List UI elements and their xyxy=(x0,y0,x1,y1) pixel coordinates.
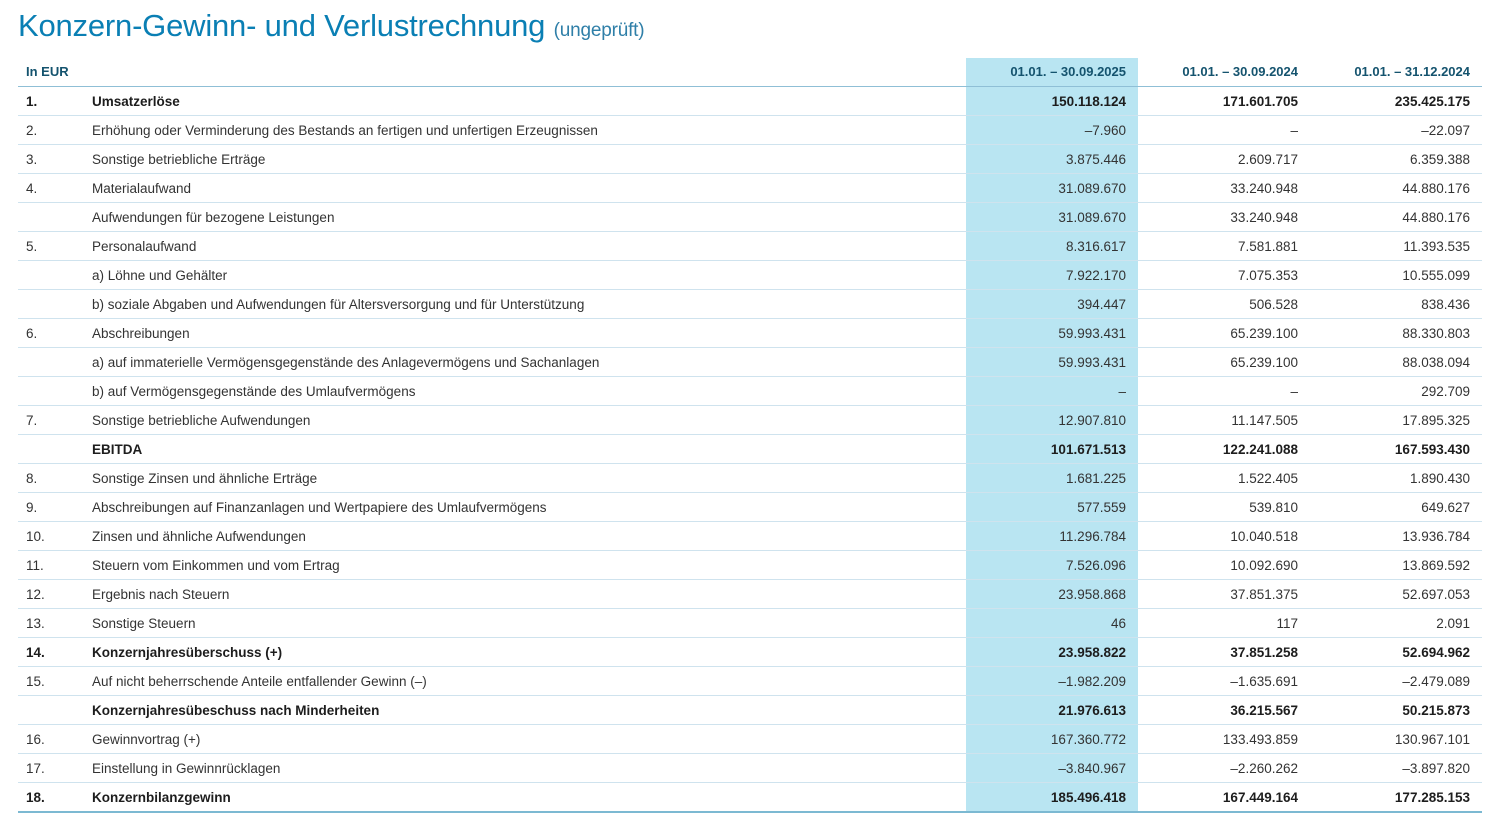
row-value-1: – xyxy=(966,377,1138,406)
table-row xyxy=(18,116,1482,145)
row-label: Sonstige betriebliche Aufwendungen xyxy=(66,406,966,435)
row-value-2: 122.241.088 xyxy=(1138,435,1310,464)
row-value-3: 44.880.176 xyxy=(1310,203,1482,232)
row-number xyxy=(18,261,66,290)
table-header-row xyxy=(18,58,1482,87)
row-label: Auf nicht beherrschende Anteile entfallender Gewinn (–) xyxy=(66,667,966,696)
row-value-2: 10.092.690 xyxy=(1138,551,1310,580)
row-value-2: 171.601.705 xyxy=(1138,87,1310,116)
row-value-1: 7.526.096 xyxy=(966,551,1138,580)
row-value-2: 37.851.258 xyxy=(1138,638,1310,667)
row-number: 18. xyxy=(18,783,66,813)
row-number: 2. xyxy=(18,116,66,145)
row-number: 5. xyxy=(18,232,66,261)
row-label: Einstellung in Gewinnrücklagen xyxy=(66,754,966,783)
row-value-2: 33.240.948 xyxy=(1138,203,1310,232)
row-value-1: 23.958.822 xyxy=(966,638,1138,667)
table-row xyxy=(18,580,1482,609)
row-value-1: 21.976.613 xyxy=(966,696,1138,725)
row-label: a) auf immaterielle Vermögensgegenstände des Anlagevermögens und Sachanlagen xyxy=(66,348,966,377)
row-value-3: 6.359.388 xyxy=(1310,145,1482,174)
row-value-2: –2.260.262 xyxy=(1138,754,1310,783)
row-value-3: 235.425.175 xyxy=(1310,87,1482,116)
table-row xyxy=(18,522,1482,551)
row-value-2: 1.522.405 xyxy=(1138,464,1310,493)
row-value-2: 65.239.100 xyxy=(1138,319,1310,348)
row-value-3: –3.897.820 xyxy=(1310,754,1482,783)
row-label: a) Löhne und Gehälter xyxy=(66,261,966,290)
table-row xyxy=(18,406,1482,435)
row-value-3: 177.285.153 xyxy=(1310,783,1482,813)
row-value-2: 65.239.100 xyxy=(1138,348,1310,377)
row-label: Ergebnis nach Steuern xyxy=(66,580,966,609)
table-row xyxy=(18,464,1482,493)
row-label: EBITDA xyxy=(66,435,966,464)
row-value-1: 59.993.431 xyxy=(966,319,1138,348)
row-value-1: 31.089.670 xyxy=(966,203,1138,232)
row-value-2: 33.240.948 xyxy=(1138,174,1310,203)
row-label: Steuern vom Einkommen und vom Ertrag xyxy=(66,551,966,580)
table-row xyxy=(18,174,1482,203)
table-row xyxy=(18,783,1482,813)
table-row xyxy=(18,551,1482,580)
column-header-period-1: 01.01. – 30.09.2025 xyxy=(966,58,1138,87)
column-header-period-3: 01.01. – 31.12.2024 xyxy=(1310,58,1482,87)
table-row xyxy=(18,754,1482,783)
row-value-3: 649.627 xyxy=(1310,493,1482,522)
row-value-2: 10.040.518 xyxy=(1138,522,1310,551)
table-row xyxy=(18,638,1482,667)
row-label: Sonstige Steuern xyxy=(66,609,966,638)
page-title xyxy=(18,8,1482,44)
row-value-2: 506.528 xyxy=(1138,290,1310,319)
row-value-3: 50.215.873 xyxy=(1310,696,1482,725)
row-value-3: 838.436 xyxy=(1310,290,1482,319)
row-value-3: 52.694.962 xyxy=(1310,638,1482,667)
table-row xyxy=(18,261,1482,290)
row-number: 9. xyxy=(18,493,66,522)
table-row xyxy=(18,435,1482,464)
row-number: 16. xyxy=(18,725,66,754)
row-number: 14. xyxy=(18,638,66,667)
row-value-2: – xyxy=(1138,377,1310,406)
row-label: Konzernbilanzgewinn xyxy=(66,783,966,813)
row-value-3: 130.967.101 xyxy=(1310,725,1482,754)
row-value-3: 17.895.325 xyxy=(1310,406,1482,435)
row-label: Gewinnvortrag (+) xyxy=(66,725,966,754)
row-value-2: 36.215.567 xyxy=(1138,696,1310,725)
row-value-3: 10.555.099 xyxy=(1310,261,1482,290)
income-statement-table xyxy=(18,58,1482,813)
row-label: Abschreibungen auf Finanzanlagen und Wertpapiere des Umlaufvermögens xyxy=(66,493,966,522)
row-label: Sonstige betriebliche Erträge xyxy=(66,145,966,174)
row-value-3: –22.097 xyxy=(1310,116,1482,145)
row-value-3: 2.091 xyxy=(1310,609,1482,638)
row-label: b) soziale Abgaben und Aufwendungen für Altersversorgung und für Unterstützung xyxy=(66,290,966,319)
row-value-3: 88.038.094 xyxy=(1310,348,1482,377)
row-number xyxy=(18,290,66,319)
table-body xyxy=(18,87,1482,813)
table-row xyxy=(18,493,1482,522)
row-label: Abschreibungen xyxy=(66,319,966,348)
row-value-3: 52.697.053 xyxy=(1310,580,1482,609)
row-value-3: 88.330.803 xyxy=(1310,319,1482,348)
row-value-3: 44.880.176 xyxy=(1310,174,1482,203)
table-row xyxy=(18,232,1482,261)
row-number xyxy=(18,435,66,464)
row-value-1: 31.089.670 xyxy=(966,174,1138,203)
row-value-3: 167.593.430 xyxy=(1310,435,1482,464)
row-value-1: 101.671.513 xyxy=(966,435,1138,464)
row-value-1: 23.958.868 xyxy=(966,580,1138,609)
row-number xyxy=(18,696,66,725)
row-value-1: –3.840.967 xyxy=(966,754,1138,783)
row-value-3: 13.869.592 xyxy=(1310,551,1482,580)
row-value-2: 11.147.505 xyxy=(1138,406,1310,435)
row-value-2: 539.810 xyxy=(1138,493,1310,522)
row-value-3: 11.393.535 xyxy=(1310,232,1482,261)
row-label: b) auf Vermögensgegenstände des Umlaufvermögens xyxy=(66,377,966,406)
table-row xyxy=(18,348,1482,377)
table-row xyxy=(18,203,1482,232)
row-number: 7. xyxy=(18,406,66,435)
row-value-3: 292.709 xyxy=(1310,377,1482,406)
row-value-1: –7.960 xyxy=(966,116,1138,145)
row-value-1: 8.316.617 xyxy=(966,232,1138,261)
page-title-suffix: (ungeprüft) xyxy=(553,20,645,41)
row-label: Konzernjahresübeschuss nach Minderheiten xyxy=(66,696,966,725)
row-label: Sonstige Zinsen und ähnliche Erträge xyxy=(66,464,966,493)
row-value-1: 1.681.225 xyxy=(966,464,1138,493)
row-value-1: 185.496.418 xyxy=(966,783,1138,813)
row-number: 6. xyxy=(18,319,66,348)
row-value-1: –1.982.209 xyxy=(966,667,1138,696)
column-header-period-2: 01.01. – 30.09.2024 xyxy=(1138,58,1310,87)
table-row xyxy=(18,319,1482,348)
row-number: 1. xyxy=(18,87,66,116)
table-row xyxy=(18,290,1482,319)
row-number xyxy=(18,377,66,406)
page-title-main: Konzern-Gewinn- und Verlustrechnung xyxy=(18,8,546,43)
row-value-3: 1.890.430 xyxy=(1310,464,1482,493)
row-label: Aufwendungen für bezogene Leistungen xyxy=(66,203,966,232)
row-label: Konzernjahresüberschuss (+) xyxy=(66,638,966,667)
table-header xyxy=(18,58,1482,87)
row-label: Materialaufwand xyxy=(66,174,966,203)
row-value-2: 7.075.353 xyxy=(1138,261,1310,290)
row-number: 15. xyxy=(18,667,66,696)
column-header-unit: In EUR xyxy=(18,58,966,87)
row-value-1: 150.118.124 xyxy=(966,87,1138,116)
row-number: 12. xyxy=(18,580,66,609)
row-value-1: 394.447 xyxy=(966,290,1138,319)
table-row xyxy=(18,377,1482,406)
table-row xyxy=(18,609,1482,638)
row-value-1: 167.360.772 xyxy=(966,725,1138,754)
document-page xyxy=(0,8,1500,821)
row-value-1: 7.922.170 xyxy=(966,261,1138,290)
row-value-2: 37.851.375 xyxy=(1138,580,1310,609)
row-value-2: –1.635.691 xyxy=(1138,667,1310,696)
row-value-1: 11.296.784 xyxy=(966,522,1138,551)
table-row xyxy=(18,696,1482,725)
row-value-1: 577.559 xyxy=(966,493,1138,522)
row-number: 11. xyxy=(18,551,66,580)
row-value-2: – xyxy=(1138,116,1310,145)
row-number xyxy=(18,203,66,232)
table-row xyxy=(18,725,1482,754)
row-label: Personalaufwand xyxy=(66,232,966,261)
row-value-2: 2.609.717 xyxy=(1138,145,1310,174)
row-label: Umsatzerlöse xyxy=(66,87,966,116)
row-value-2: 167.449.164 xyxy=(1138,783,1310,813)
row-value-1: 59.993.431 xyxy=(966,348,1138,377)
row-number: 4. xyxy=(18,174,66,203)
row-number: 17. xyxy=(18,754,66,783)
table-row xyxy=(18,87,1482,116)
table-row xyxy=(18,667,1482,696)
table-row xyxy=(18,145,1482,174)
row-number: 13. xyxy=(18,609,66,638)
row-value-1: 3.875.446 xyxy=(966,145,1138,174)
row-number: 3. xyxy=(18,145,66,174)
row-value-2: 133.493.859 xyxy=(1138,725,1310,754)
row-value-3: 13.936.784 xyxy=(1310,522,1482,551)
row-number: 8. xyxy=(18,464,66,493)
row-label: Zinsen und ähnliche Aufwendungen xyxy=(66,522,966,551)
row-value-3: –2.479.089 xyxy=(1310,667,1482,696)
row-value-1: 12.907.810 xyxy=(966,406,1138,435)
row-number: 10. xyxy=(18,522,66,551)
row-value-2: 117 xyxy=(1138,609,1310,638)
row-number xyxy=(18,348,66,377)
row-value-2: 7.581.881 xyxy=(1138,232,1310,261)
row-label: Erhöhung oder Verminderung des Bestands an fertigen und unfertigen Erzeugnissen xyxy=(66,116,966,145)
row-value-1: 46 xyxy=(966,609,1138,638)
